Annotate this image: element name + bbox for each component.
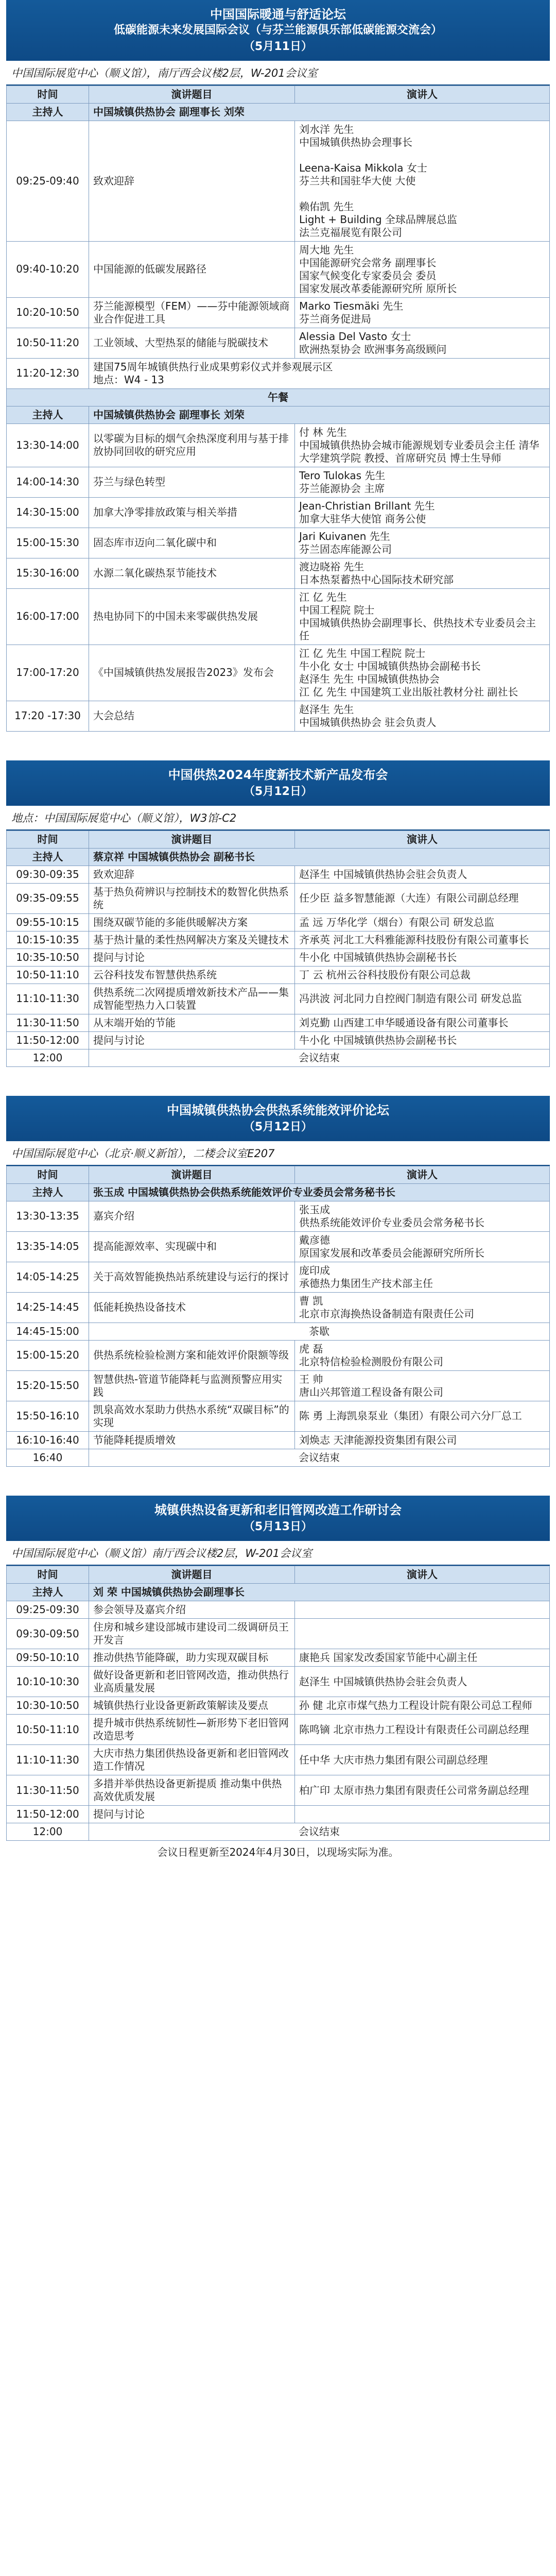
topic-cell: 供热系统二次网提质增效新技术产品——集成智能型热力入口装置 bbox=[89, 984, 295, 1014]
speaker-line: 原国家发展和改革委员会能源研究所所长 bbox=[299, 1246, 484, 1259]
agenda-row bbox=[7, 1292, 550, 1323]
topic-cell: 凯泉高效水泵助力供热水系统“双碳目标”的实现 bbox=[89, 1401, 295, 1431]
speaker-line: 曹 凯 bbox=[299, 1294, 323, 1307]
speaker-line: 国家发展改革委能源研究所 原所长 bbox=[299, 282, 457, 295]
speaker-cell bbox=[295, 588, 550, 645]
speaker-line: 法兰克福展览有限公司 bbox=[299, 226, 402, 239]
topic-cell: 致欢迎辞 bbox=[89, 121, 295, 241]
time-cell: 11:10-11:30 bbox=[7, 1745, 89, 1775]
time-cell: 09:25-09:30 bbox=[7, 1601, 89, 1619]
speaker-line: 江 亿 先生 bbox=[299, 590, 347, 603]
speaker-line: 芬兰固态库能源公司 bbox=[299, 543, 392, 555]
speaker-cell bbox=[295, 1231, 550, 1262]
time-cell: 09:30-09:50 bbox=[7, 1619, 89, 1649]
forum2-title: 中国供热2024年度新技术新产品发布会 bbox=[168, 767, 388, 782]
time-cell: 09:50-10:10 bbox=[7, 1649, 89, 1667]
host-label: 主持人 bbox=[7, 406, 89, 423]
speaker-cell bbox=[295, 467, 550, 497]
time-cell: 14:25-14:45 bbox=[7, 1292, 89, 1323]
time-cell: 10:35-10:50 bbox=[7, 948, 89, 966]
speaker-line: Marko Tiesmäki 先生 bbox=[299, 299, 404, 312]
speaker-cell bbox=[295, 328, 550, 358]
speaker-line bbox=[299, 149, 545, 162]
header-time: 时间 bbox=[7, 831, 89, 848]
speaker-line: 北京市京海换热设备制造有限责任公司 bbox=[299, 1307, 474, 1320]
topic-cell: 多措并举供热设备更新提质 推动集中供热高效优质发展 bbox=[89, 1775, 295, 1806]
speaker-cell: 柏广印 太原市热力集团有限责任公司常务副总经理 bbox=[295, 1775, 550, 1806]
speaker-line: Leena-Kaisa Mikkola 女士 bbox=[299, 161, 427, 174]
time-cell: 11:50-12:00 bbox=[7, 1806, 89, 1823]
topic-cell: 芬兰与绿色转型 bbox=[89, 467, 295, 497]
time-cell: 15:00-15:20 bbox=[7, 1340, 89, 1370]
speaker-line: 张玉成 bbox=[299, 1203, 330, 1216]
speaker-line bbox=[299, 188, 545, 200]
speaker-line: 陈 勇 上海凯泉泵业（集团）有限公司六分厂总工 bbox=[299, 1410, 522, 1422]
speaker-line: 欧洲热泵协会 欧洲事务高级顾问 bbox=[299, 343, 447, 355]
topic-cell: 供热系统检验检测方案和能效评价限额等级 bbox=[89, 1340, 295, 1370]
speaker-line: 渡边晓裕 先生 bbox=[299, 560, 364, 573]
time-cell: 10:50-11:20 bbox=[7, 328, 89, 358]
time-cell: 09:35-09:55 bbox=[7, 883, 89, 913]
speaker-cell bbox=[295, 645, 550, 701]
break-label: 会议结束 bbox=[89, 1449, 550, 1466]
agenda-row bbox=[7, 423, 550, 467]
header-topic: 演讲题目 bbox=[89, 1166, 295, 1183]
speaker-line: 中国城镇供热协会 驻会负责人 bbox=[299, 716, 437, 728]
forum2-section bbox=[0, 760, 556, 1067]
time-cell: 10:15-10:35 bbox=[7, 931, 89, 948]
speaker-line: 庞印成 bbox=[299, 1264, 330, 1277]
time-cell: 09:40-10:20 bbox=[7, 241, 89, 297]
forum4-location: 中国国际展览中心（顺义馆）南厅西会议楼2层，W-201会议室 bbox=[6, 1541, 550, 1566]
forum1-title: 中国国际暖通与舒适论坛 bbox=[210, 7, 346, 22]
agenda-row bbox=[7, 467, 550, 497]
time-cell: 16:00-17:00 bbox=[7, 588, 89, 645]
topic-cell: 做好设备更新和老旧管网改造，推动供热行业高质量发展 bbox=[89, 1667, 295, 1697]
forum2-date: （5月12日） bbox=[244, 785, 312, 799]
speaker-line: 王 帅 bbox=[299, 1372, 323, 1385]
time-cell: 11:50-12:00 bbox=[7, 1031, 89, 1049]
agenda-row bbox=[7, 1401, 550, 1431]
speaker-cell bbox=[295, 497, 550, 528]
topic-cell: 大庆市热力集团供热设备更新和老旧管网改造工作情况 bbox=[89, 1745, 295, 1775]
speaker-cell: 丁 云 杭州云谷科技股份有限公司总裁 bbox=[295, 966, 550, 984]
speaker-line: 芬兰能源协会 主席 bbox=[299, 482, 385, 495]
topic-cell: 嘉宾介绍 bbox=[89, 1201, 295, 1231]
time-cell: 12:00 bbox=[7, 1823, 89, 1841]
speaker-cell bbox=[295, 1201, 550, 1231]
agenda-row bbox=[7, 645, 550, 701]
speaker-cell bbox=[295, 423, 550, 467]
agenda-row bbox=[7, 1201, 550, 1231]
agenda-row bbox=[7, 1775, 550, 1806]
speaker-line: 中国城镇供热协会副理事长、供热技术专业委员会主任 bbox=[299, 616, 536, 642]
forum1-location: 中国国际展览中心（顺义馆），南厅西会议楼2层，W-201会议室 bbox=[6, 61, 550, 86]
forum1-header bbox=[6, 0, 550, 61]
agenda-row bbox=[7, 1231, 550, 1262]
agenda-row bbox=[7, 1715, 550, 1745]
header-time: 时间 bbox=[7, 1166, 89, 1183]
time-cell: 11:10-11:30 bbox=[7, 984, 89, 1014]
header-speaker: 演讲人 bbox=[295, 1166, 550, 1183]
speaker-cell bbox=[295, 1340, 550, 1370]
topic-cell: 提升城市供热系统韧性—新形势下老旧管网改造思考 bbox=[89, 1715, 295, 1745]
time-cell: 11:30-11:50 bbox=[7, 1014, 89, 1031]
speaker-line: 国家气候变化专家委员会 委员 bbox=[299, 269, 437, 282]
agenda-row bbox=[7, 948, 550, 966]
speaker-cell bbox=[295, 558, 550, 588]
speaker-line: 刘水洋 先生 bbox=[299, 123, 354, 135]
speaker-line: Jean-Christian Brillant 先生 bbox=[299, 499, 435, 512]
speaker-line: 付 林 先生 bbox=[299, 426, 347, 438]
speaker-cell bbox=[295, 1619, 550, 1649]
agenda-row bbox=[7, 1745, 550, 1775]
speaker-line: 赵泽生 先生 bbox=[299, 703, 354, 716]
time-cell: 09:55-10:15 bbox=[7, 913, 89, 931]
header-topic: 演讲题目 bbox=[89, 1566, 295, 1584]
speaker-line: Light + Building 全球品牌展总监 bbox=[299, 213, 457, 226]
speaker-line: 牛小化 女士 中国城镇供热协会副秘书长 bbox=[299, 659, 481, 672]
lunch-row bbox=[7, 388, 550, 406]
speaker-line: Jari Kuivanen 先生 bbox=[299, 530, 390, 543]
host-label: 主持人 bbox=[7, 1584, 89, 1601]
speaker-cell: 冯洪波 河北同力自控阀门制造有限公司 研发总监 bbox=[295, 984, 550, 1014]
time-cell: 14:00-14:30 bbox=[7, 467, 89, 497]
time-cell: 13:30-13:35 bbox=[7, 1201, 89, 1231]
speaker-cell: 孙 健 北京市煤气热力工程设计院有限公司总工程师 bbox=[295, 1697, 550, 1715]
agenda-row bbox=[7, 883, 550, 913]
speaker-cell: 康艳兵 国家发改委国家节能中心副主任 bbox=[295, 1649, 550, 1667]
time-cell: 10:50-11:10 bbox=[7, 966, 89, 984]
time-cell: 17:00-17:20 bbox=[7, 645, 89, 701]
speaker-cell: 齐承英 河北工大科雅能源科技股份有限公司董事长 bbox=[295, 931, 550, 948]
agenda-row bbox=[7, 1370, 550, 1401]
speaker-cell: 赵泽生 中国城镇供热协会驻会负责人 bbox=[295, 1667, 550, 1697]
topic-cell: 固态库市迈向二氧化碳中和 bbox=[89, 528, 295, 558]
agenda-row bbox=[7, 358, 550, 388]
speaker-cell bbox=[295, 701, 550, 731]
speaker-line: 江 亿 先生 中国工程院 院士 bbox=[299, 647, 426, 659]
time-cell: 10:30-10:50 bbox=[7, 1697, 89, 1715]
agenda-row bbox=[7, 297, 550, 328]
agenda-row bbox=[7, 931, 550, 948]
topic-cell: 中国能源的低碳发展路径 bbox=[89, 241, 295, 297]
speaker-line: 供热系统能效评价专业委员会常务秘书长 bbox=[299, 1216, 484, 1229]
speaker-line: 虎 磊 bbox=[299, 1342, 323, 1355]
time-cell: 10:50-11:10 bbox=[7, 1715, 89, 1745]
topic-cell: 水源二氧化碳热泵节能技术 bbox=[89, 558, 295, 588]
speaker-cell bbox=[295, 1401, 550, 1431]
speaker-cell bbox=[295, 1370, 550, 1401]
forum1-section bbox=[0, 0, 556, 732]
forum3-table bbox=[6, 1166, 550, 1467]
agenda-row bbox=[7, 1697, 550, 1715]
topic-cell: 从末端开始的节能 bbox=[89, 1014, 295, 1031]
agenda-row bbox=[7, 497, 550, 528]
end-label: 会议结束 bbox=[89, 1049, 550, 1066]
time-cell: 16:40 bbox=[7, 1449, 89, 1466]
time-cell: 10:20-10:50 bbox=[7, 297, 89, 328]
speaker-cell: 赵泽生 中国城镇供热协会驻会负责人 bbox=[295, 866, 550, 883]
host-name: 张玉成 中国城镇供热协会供热系统能效评价专业委员会常务秘书长 bbox=[89, 1183, 550, 1201]
host-row bbox=[7, 1183, 550, 1201]
speaker-cell bbox=[295, 1292, 550, 1323]
time-cell: 15:20-15:50 bbox=[7, 1370, 89, 1401]
speaker-cell: 牛小化 中国城镇供热协会副秘书长 bbox=[295, 948, 550, 966]
time-cell: 15:50-16:10 bbox=[7, 1401, 89, 1431]
agenda-row bbox=[7, 328, 550, 358]
topic-cell: 致欢迎辞 bbox=[89, 866, 295, 883]
time-cell: 17:20 -17:30 bbox=[7, 701, 89, 731]
header-speaker: 演讲人 bbox=[295, 1566, 550, 1584]
agenda-row bbox=[7, 1806, 550, 1823]
footnote: 会议日程更新至2024年4月30日，以现场实际为准。 bbox=[157, 1846, 399, 1858]
time-cell: 11:20-12:30 bbox=[7, 358, 89, 388]
time-cell: 11:30-11:50 bbox=[7, 1775, 89, 1806]
speaker-line: 中国能源研究会常务 副理事长 bbox=[299, 256, 437, 269]
speaker-cell bbox=[295, 528, 550, 558]
speaker-line: 赵泽生 先生 中国城镇供热协会 bbox=[299, 672, 440, 685]
speaker-line: 唐山兴邦管道工程设备有限公司 bbox=[299, 1385, 443, 1398]
speaker-line: 赖佑凯 先生 bbox=[299, 200, 354, 213]
forum3-header bbox=[6, 1096, 550, 1141]
agenda-row bbox=[7, 1262, 550, 1292]
agenda-row bbox=[7, 1649, 550, 1667]
agenda-row bbox=[7, 1431, 550, 1449]
topic-cell: 城镇供热行业设备更新政策解读及要点 bbox=[89, 1697, 295, 1715]
header-time: 时间 bbox=[7, 86, 89, 103]
speaker-line: 刘焕志 天津能源投资集团有限公司 bbox=[299, 1433, 457, 1446]
forum3-section bbox=[0, 1096, 556, 1467]
end-row bbox=[7, 1049, 550, 1066]
agenda-row bbox=[7, 1667, 550, 1697]
forum4-title: 城镇供热设备更新和老旧管网改造工作研讨会 bbox=[154, 1502, 402, 1517]
forum3-date: （5月12日） bbox=[244, 1121, 312, 1134]
host-name: 中国城镇供热协会 副理事长 刘荣 bbox=[89, 103, 550, 121]
tea-break-row bbox=[7, 1323, 550, 1340]
forum1-table bbox=[6, 86, 550, 732]
topic-cell: 提问与讨论 bbox=[89, 1806, 295, 1823]
forum4-date: （5月13日） bbox=[244, 1520, 312, 1534]
speaker-line: Alessia Del Vasto 女士 bbox=[299, 330, 411, 343]
agenda-row bbox=[7, 1619, 550, 1649]
agenda-row bbox=[7, 866, 550, 883]
speaker-line: 中国城镇供热协会城市能源规划专业委员会主任 清华大学建筑学院 教授、首席研究员 博士生导师 bbox=[299, 438, 540, 464]
lunch-label: 午餐 bbox=[7, 388, 550, 406]
topic-cell: 关于高效智能换热站系统建设与运行的探讨 bbox=[89, 1262, 295, 1292]
topic-cell: 参会领导及嘉宾介绍 bbox=[89, 1601, 295, 1619]
topic-cell: 以零碳为目标的烟气余热深度利用与基于排放协同回收的研究应用 bbox=[89, 423, 295, 467]
forum1-date: （5月11日） bbox=[244, 40, 312, 54]
break-label: 茶歇 bbox=[89, 1323, 550, 1340]
agenda-row bbox=[7, 1601, 550, 1619]
speaker-cell bbox=[295, 1601, 550, 1619]
host-row bbox=[7, 1584, 550, 1601]
time-cell: 09:30-09:35 bbox=[7, 866, 89, 883]
forum4-table bbox=[6, 1566, 550, 1841]
speaker-cell: 牛小化 中国城镇供热协会副秘书长 bbox=[295, 1031, 550, 1049]
topic-cell: 智慧供热-管道节能降耗与监测预警应用实践 bbox=[89, 1370, 295, 1401]
agenda-row bbox=[7, 121, 550, 241]
topic-cell: 建国75周年城镇供热行业成果剪彩仪式并参观展示区 地点：W4 - 13 bbox=[89, 358, 550, 388]
header-speaker: 演讲人 bbox=[295, 831, 550, 848]
speaker-line: 日本热泵蓄热中心国际技术研究部 bbox=[299, 573, 454, 586]
speaker-line: 周大地 先生 bbox=[299, 243, 354, 256]
topic-cell: 《中国城镇供热发展报告2023》发布会 bbox=[89, 645, 295, 701]
forum4-header bbox=[6, 1496, 550, 1541]
host-label: 主持人 bbox=[7, 103, 89, 121]
header-topic: 演讲题目 bbox=[89, 86, 295, 103]
host-name: 中国城镇供热协会 副理事长 刘荣 bbox=[89, 406, 550, 423]
host-name: 刘 荣 中国城镇供热协会副理事长 bbox=[89, 1584, 550, 1601]
host-label: 主持人 bbox=[7, 1183, 89, 1201]
forum3-location: 中国国际展览中心（北京·顺义新馆），二楼会议室E207 bbox=[6, 1141, 550, 1166]
forum2-table bbox=[6, 831, 550, 1067]
end-label: 会议结束 bbox=[89, 1823, 550, 1841]
speaker-line: 中国工程院 院士 bbox=[299, 603, 375, 616]
header-topic: 演讲题目 bbox=[89, 831, 295, 848]
speaker-cell: 孟 远 万华化学（烟台）有限公司 研发总监 bbox=[295, 913, 550, 931]
speaker-cell: 任中华 大庆市热力集团有限公司副总经理 bbox=[295, 1745, 550, 1775]
topic-cell: 住房和城乡建设部城市建设司二级调研员王开发言 bbox=[89, 1619, 295, 1649]
speaker-cell: 刘克勤 山西建工申华暖通设备有限公司董事长 bbox=[295, 1014, 550, 1031]
topic-cell: 提高能源效率、实现碳中和 bbox=[89, 1231, 295, 1262]
agenda-row bbox=[7, 701, 550, 731]
speaker-line: 北京特信检验检测股份有限公司 bbox=[299, 1355, 443, 1368]
forum2-location: 地点：中国国际展览中心（顺义馆），W3馆-C2 bbox=[6, 806, 550, 831]
topic-cell: 节能降耗提质增效 bbox=[89, 1431, 295, 1449]
agenda-row bbox=[7, 558, 550, 588]
speaker-line: 芬兰共和国驻华大使 大使 bbox=[299, 174, 416, 187]
agenda-row bbox=[7, 588, 550, 645]
topic-cell: 云谷科技发布智慧供热系统 bbox=[89, 966, 295, 984]
topic-cell: 加拿大净零排放政策与相关举措 bbox=[89, 497, 295, 528]
agenda-row bbox=[7, 984, 550, 1014]
time-cell: 12:00 bbox=[7, 1049, 89, 1066]
topic-cell: 围绕双碳节能的多能供暖解决方案 bbox=[89, 913, 295, 931]
speaker-cell bbox=[295, 1806, 550, 1823]
time-cell: 13:30-14:00 bbox=[7, 423, 89, 467]
agenda-row bbox=[7, 1031, 550, 1049]
agenda-row bbox=[7, 1340, 550, 1370]
time-cell: 16:10-16:40 bbox=[7, 1431, 89, 1449]
speaker-cell bbox=[295, 1431, 550, 1449]
topic-cell: 工业领域、大型热泵的储能与脱碳技术 bbox=[89, 328, 295, 358]
agenda-row bbox=[7, 241, 550, 297]
time-cell: 14:30-15:00 bbox=[7, 497, 89, 528]
speaker-cell: 陈鸣镝 北京市热力工程设计有限责任公司副总经理 bbox=[295, 1715, 550, 1745]
end-row bbox=[7, 1449, 550, 1466]
topic-cell: 推动供热节能降碳，助力实现双碳目标 bbox=[89, 1649, 295, 1667]
time-cell: 15:00-15:30 bbox=[7, 528, 89, 558]
forum3-title: 中国城镇供热协会供热系统能效评价论坛 bbox=[167, 1103, 389, 1117]
forum2-header bbox=[6, 760, 550, 806]
topic-cell: 基于热计量的柔性热网解决方案及关键技术 bbox=[89, 931, 295, 948]
topic-cell: 热电协同下的中国未来零碳供热发展 bbox=[89, 588, 295, 645]
host-name: 蔡京祥 中国城镇供热协会 副秘书长 bbox=[89, 848, 550, 866]
speaker-cell bbox=[295, 1262, 550, 1292]
topic-cell: 提问与讨论 bbox=[89, 1031, 295, 1049]
speaker-line: 中国城镇供热协会理事长 bbox=[299, 135, 412, 148]
time-cell: 09:25-09:40 bbox=[7, 121, 89, 241]
speaker-line: Tero Tulokas 先生 bbox=[299, 469, 386, 482]
agenda-row bbox=[7, 966, 550, 984]
forum4-section bbox=[0, 1496, 556, 1864]
speaker-line: 戴彦德 bbox=[299, 1233, 330, 1246]
host-label: 主持人 bbox=[7, 848, 89, 866]
host-row bbox=[7, 103, 550, 121]
speaker-cell bbox=[295, 241, 550, 297]
end-row bbox=[7, 1823, 550, 1841]
header-time: 时间 bbox=[7, 1566, 89, 1584]
agenda-row bbox=[7, 528, 550, 558]
time-cell: 15:30-16:00 bbox=[7, 558, 89, 588]
time-cell: 14:05-14:25 bbox=[7, 1262, 89, 1292]
speaker-cell bbox=[295, 121, 550, 241]
speaker-cell: 任少臣 益多智慧能源（大连）有限公司副总经理 bbox=[295, 883, 550, 913]
topic-cell: 芬兰能源模型（FEM）——芬中能源领域商业合作促进工具 bbox=[89, 297, 295, 328]
speaker-line: 承德热力集团生产技术部主任 bbox=[299, 1277, 433, 1290]
agenda-row bbox=[7, 1014, 550, 1031]
time-cell: 10:10-10:30 bbox=[7, 1667, 89, 1697]
speaker-cell bbox=[295, 297, 550, 328]
host-row bbox=[7, 406, 550, 423]
topic-cell: 提问与讨论 bbox=[89, 948, 295, 966]
host-row bbox=[7, 848, 550, 866]
speaker-line: 芬兰商务促进局 bbox=[299, 312, 371, 325]
forum1-subtitle: 低碳能源未来发展国际会议（与芬兰能源俱乐部低碳能源交流会） bbox=[113, 24, 442, 37]
time-cell: 14:45-15:00 bbox=[7, 1323, 89, 1340]
topic-cell: 低能耗换热设备技术 bbox=[89, 1292, 295, 1323]
agenda-row bbox=[7, 913, 550, 931]
speaker-line: 加拿大驻华大使馆 商务公使 bbox=[299, 512, 426, 525]
header-speaker: 演讲人 bbox=[295, 86, 550, 103]
topic-cell: 基于热负荷辨识与控制技术的数智化供热系统 bbox=[89, 883, 295, 913]
time-cell: 13:35-14:05 bbox=[7, 1231, 89, 1262]
speaker-line: 江 亿 先生 中国建筑工业出版社教材分社 副社长 bbox=[299, 685, 518, 698]
topic-cell: 大会总结 bbox=[89, 701, 295, 731]
